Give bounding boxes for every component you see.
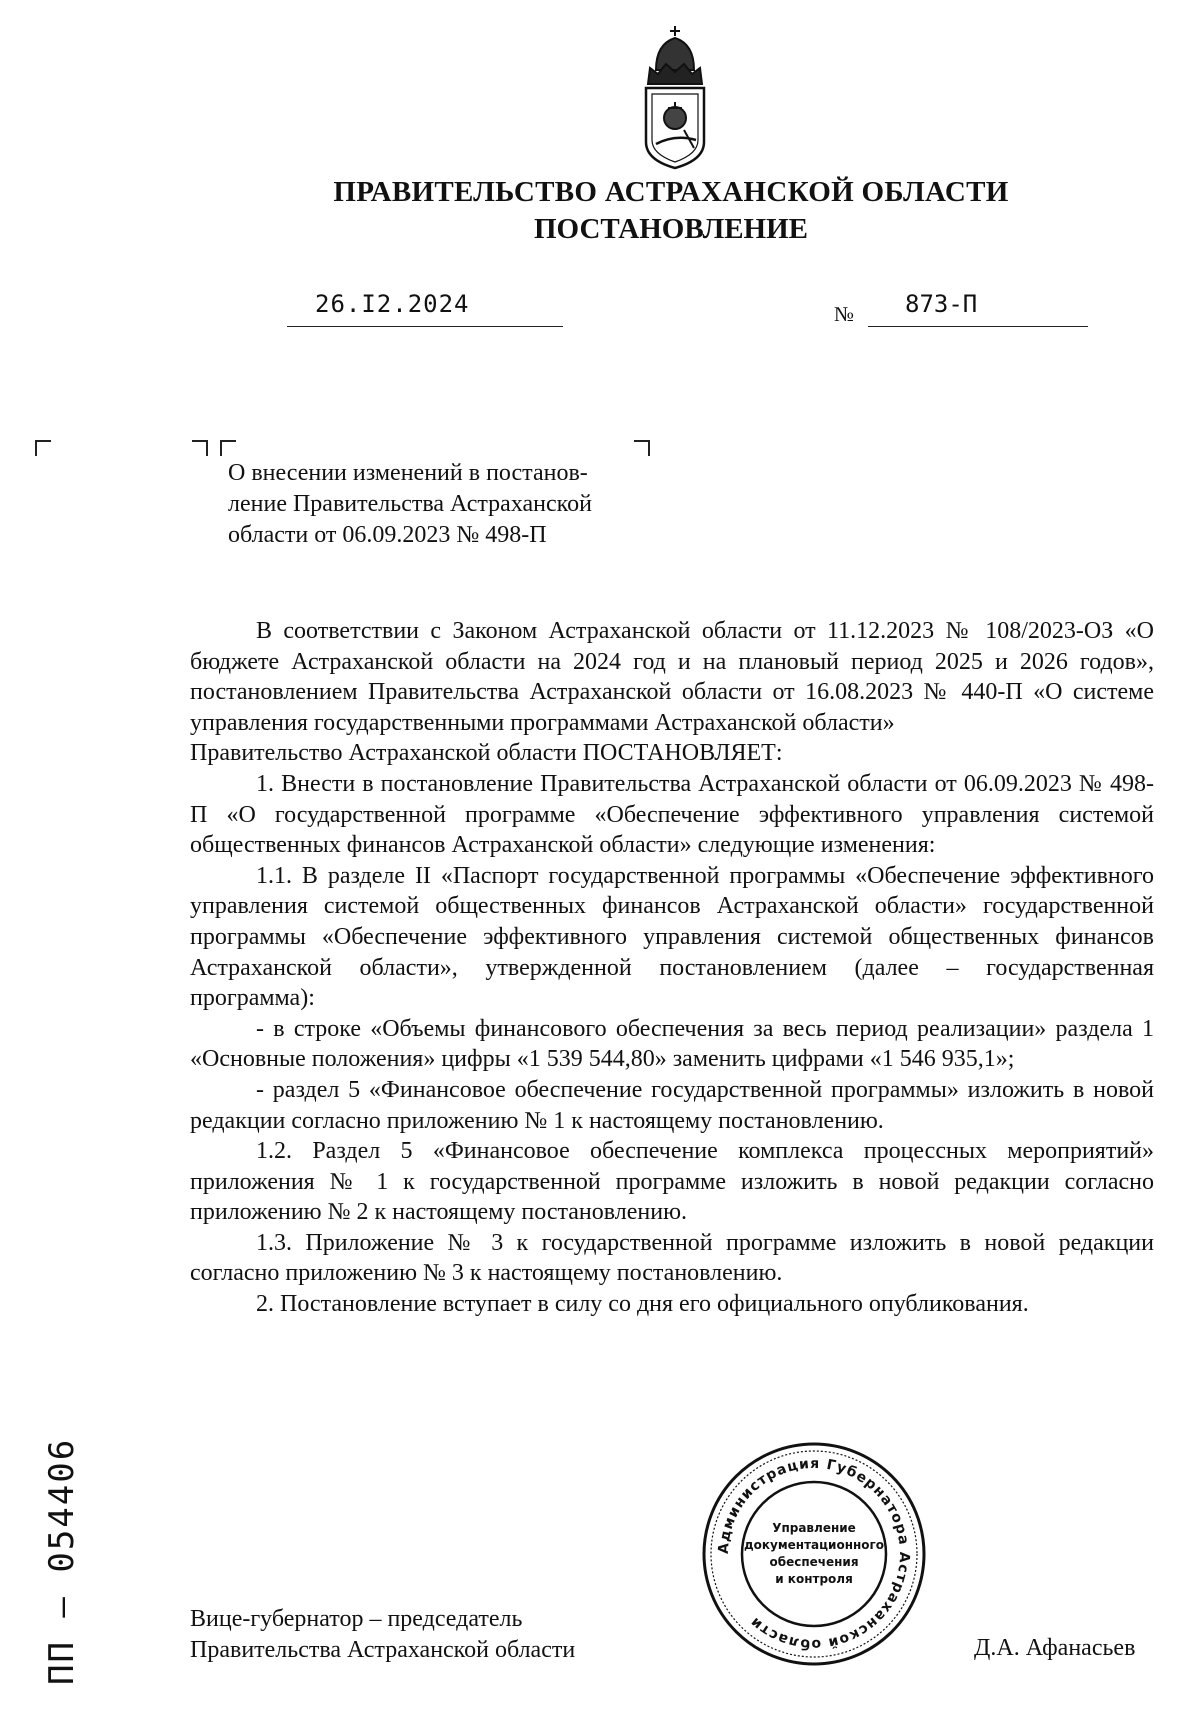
coat-of-arms-emblem (634, 22, 716, 172)
signatory-position-line-1: Вице-губернатор – председатель (190, 1606, 523, 1632)
corner-mark-subject-left-a (192, 440, 208, 456)
subject-line-1: О внесении изменений в постанов- (228, 460, 588, 486)
serial-number-container (36, 1395, 96, 1685)
document-subject (228, 458, 648, 551)
signatory-position-line-2: Правительства Астраханской области (190, 1637, 576, 1663)
number-label: № (834, 302, 855, 326)
paragraph-resolves: Правительство Астраханской области ПОСТАНОВЛЯЕТ: (190, 740, 783, 767)
signatory-name: Д.А. Афанасьев (974, 1635, 1136, 1661)
stamp-outer-text: Администрация Губернатора Астраханской области (715, 1455, 913, 1653)
document-date: 26.I2.2024 (315, 290, 470, 318)
stamp-inner-line-2: документационного (743, 1538, 885, 1552)
document-type-title: ПОСТАНОВЛЕНИЕ (533, 213, 808, 245)
document-body (190, 616, 1154, 1320)
organization-title: ПРАВИТЕЛЬСТВО АСТРАХАНСКОЙ ОБЛАСТИ (333, 176, 1009, 208)
paragraph-item-1-1-b: - раздел 5 «Финансовое обеспечение государственной программы» изложить в новой редакции согласно приложению № 1 к настоящему постановлению. (190, 1076, 1154, 1134)
paragraph-item-1-3: 1.3. Приложение № 3 к государственной программе изложить в новой редакции согласно приложению № 3 к настоящему постановлению. (190, 1229, 1154, 1287)
document-number: 873-П (905, 290, 978, 318)
corner-mark-subject-right (634, 440, 650, 456)
stamp-inner-line-4: и контроля (775, 1572, 853, 1586)
serial-number: ПП – 054406 (42, 1437, 82, 1685)
signatory-position (190, 1604, 575, 1666)
official-stamp (700, 1440, 928, 1668)
corner-mark-subject-left-b (220, 440, 236, 456)
stamp-inner-line-3: обеспечения (769, 1555, 859, 1569)
corner-mark-left (35, 440, 51, 456)
paragraph-item-1: 1. Внести в постановление Правительства Астраханской области от 06.09.2023 № 498-П «О государственной программе «Обеспечение эффективного управления системой общественных финансов Астраханской области» следующие изменения: (190, 770, 1154, 859)
paragraph-item-1-2: 1.2. Раздел 5 «Финансовое обеспечение комплекса процессных мероприятий» приложения № 1 к государственной программе изложить в новой редакции согласно приложению № 2 к настоящему постановлению. (190, 1138, 1154, 1226)
paragraph-item-1-1: 1.1. В разделе II «Паспорт государственной программы «Обеспечение эффективного управления системой общественных финансов Астраханской области» государственной программы «Обеспечение эффективного управления системой общественных финансов Астраханской области», утвержденной постановлением (далее – государственная программа): (190, 862, 1154, 1012)
paragraph-preamble: В соответствии с Законом Астраханской области от 11.12.2023 № 108/2023-ОЗ «О бюджете Астраханской области на 2024 год и на плановый период 2025 и 2026 годов», постановлением Правительства Астраханской области от 16.08.2023 № 440-П «О системе управления государственными программами Астраханской области» (190, 618, 1154, 736)
number-underline (868, 326, 1088, 327)
subject-line-3: области от 06.09.2023 № 498-П (228, 522, 547, 548)
paragraph-item-2: 2. Постановление вступает в силу со дня его официального опубликования. (256, 1291, 1029, 1318)
date-underline (287, 326, 563, 327)
svg-text:Администрация Губернатора Астр (716, 1456, 912, 1652)
paragraph-item-1-1-a: - в строке «Объемы финансового обеспечения за весь период реализации» раздела 1 «Основные положения» цифры «1 539 544,80» заменить цифрами «1 546 935,1»; (190, 1015, 1154, 1073)
stamp-inner-line-1: Управление (772, 1521, 856, 1535)
subject-line-2: ление Правительства Астраханской (228, 491, 592, 517)
